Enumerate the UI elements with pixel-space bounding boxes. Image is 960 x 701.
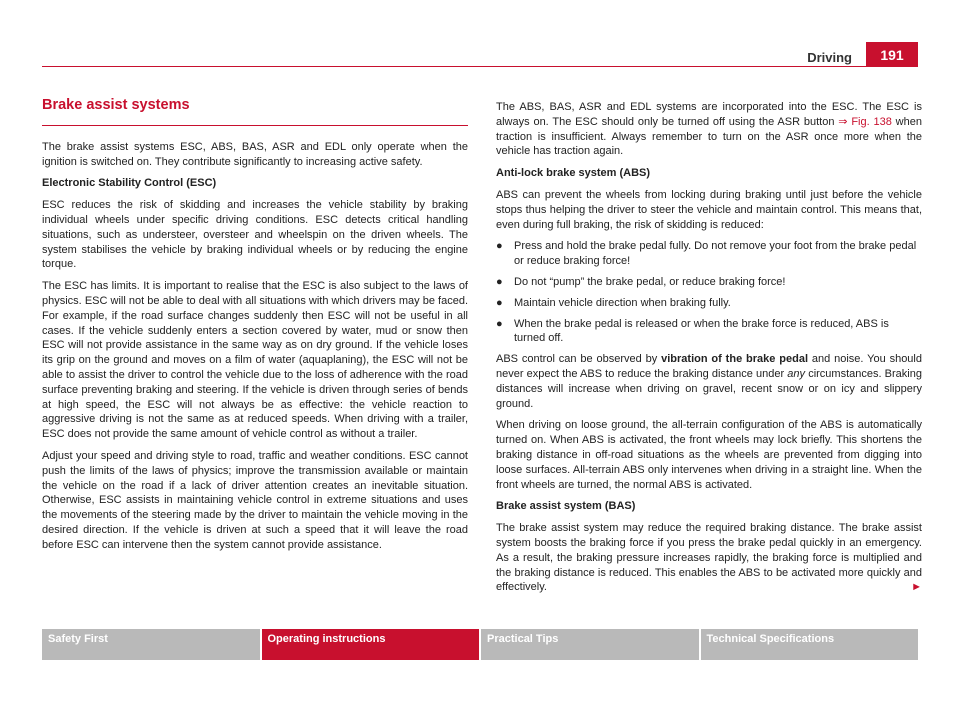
tab-safety-first[interactable]: Safety First bbox=[42, 629, 260, 660]
bullet-text: Do not “pump” the brake pedal, or reduce braking force! bbox=[514, 275, 786, 288]
esc-paragraph-3: Adjust your speed and driving style to road, traffic and weather conditions. ESC cannot push the limits of the laws of physics; improve the transmission available or maintain the vehicle on the road if a lack of driver attention creates an inevitable situation. Otherwise, ESC assists in maintaining vehicle control in extreme situations and uses the movements of the steering made by the driver to maintain the vehicle moving in the desired direction. If the vehicle is driven at such a speed that it will leave the road before ESC can intervene then the system cannot provide assistance. bbox=[42, 449, 468, 551]
abs-italic-text: any bbox=[787, 367, 806, 380]
esc-paragraph-1: ESC reduces the risk of skidding and increases the vehicle stability by braking individual wheels under specific driving conditions. ESC detects critical handling situations, such as understeer, oversteer and wheelspin on the driven wheels. The system stabilises the vehicle by braking individual wheels or by reducing the engine torque. bbox=[42, 199, 468, 271]
bullet-icon: ● bbox=[496, 296, 503, 309]
abs-heading: Anti-lock brake system (ABS) bbox=[496, 167, 651, 180]
abs-bold-text: vibration of the brake pedal bbox=[661, 353, 809, 366]
bas-text: The brake assist system may reduce the required braking distance. The brake assist system boosts the braking force if you press the brake pedal quickly in an emergency. As a result, the braking pressure increases rapidly, the braking force is multiplied and the braking distance is reduced. This enables the ABS to be activated more quickly and effectively. bbox=[496, 522, 922, 594]
abs-paragraph-3: When driving on loose ground, the all-terrain configuration of the ABS is automatically turned on. When ABS is activated, the front wheels may lock briefly. This shortens the braking distance in off-road situations as the wheels are prevented from digging into loose surfaces. All-terrain ABS only intervenes when driving in a straight line. When the front wheels are turned, the normal ABS is activated. bbox=[496, 419, 922, 491]
list-item bbox=[496, 317, 922, 347]
list-item bbox=[496, 239, 922, 269]
abs-paragraph-2 bbox=[496, 352, 922, 411]
footer-nav bbox=[42, 629, 918, 660]
bullet-text: Maintain vehicle direction when braking fully. bbox=[514, 296, 731, 309]
bas-paragraph bbox=[496, 521, 922, 595]
header-rule bbox=[42, 66, 918, 67]
tab-technical-specifications[interactable]: Technical Specifications bbox=[701, 629, 919, 660]
tab-practical-tips[interactable]: Practical Tips bbox=[481, 629, 699, 660]
list-item bbox=[496, 275, 922, 290]
tab-operating-instructions[interactable]: Operating instructions bbox=[262, 629, 480, 660]
systems-paragraph bbox=[496, 100, 922, 159]
right-column bbox=[496, 100, 922, 602]
bullet-icon: ● bbox=[496, 317, 503, 330]
section-title: Brake assist systems bbox=[42, 97, 190, 113]
title-rule bbox=[42, 125, 468, 126]
esc-paragraph-2: The ESC has limits. It is important to realise that the ESC is also subject to the laws of physics. ESC will not be able to deal with all situations with which drivers may be faced. For example, if the road surface changes suddenly then ESC will not be useful in all cases. If the vehicle suddenly enters a section covered by water, mud or snow then ESC will not provide assistance in the same way as on dry ground. If the vehicle loses its grip on the ground and moves on a film of water (aquaplaning), the ESC will not be able to assist the driver to control the vehicle due to the loss of adherence with the road surface preventing braking and steering. If the vehicle is driven through series of bends at high speed, the ESC will not always be as effective: the vehicle reaction to aggressive driving is not the same as at reduced speeds. When driving with a trailer, ESC does not provide the same amount of vehicle control as without a trailer. bbox=[42, 280, 468, 441]
abs-text-c: circumstances. Braking distances will increase when driving on gravel, recent snow or on icy and slippery ground. bbox=[496, 367, 922, 410]
list-item bbox=[496, 296, 922, 311]
figure-link[interactable]: ⇒ Fig. 138 bbox=[838, 115, 892, 128]
bullet-text: Press and hold the brake pedal fully. Do not remove your foot from the brake pedal or reduce braking force! bbox=[514, 240, 917, 268]
abs-paragraph-1: ABS can prevent the wheels from locking during braking until just before the vehicle stops thus helping the driver to steer the vehicle and maintain control. This means that, even during full braking, the risk of skidding is reduced: bbox=[496, 188, 922, 231]
intro-paragraph: The brake assist systems ESC, ABS, BAS, ASR and EDL only operate when the ignition is switched on. They contribute significantly to increasing active safety. bbox=[42, 140, 468, 168]
continue-arrow-icon: ► bbox=[911, 581, 922, 594]
section-label: Driving bbox=[807, 50, 852, 65]
systems-text-b: when traction is insufficient. Always remember to turn on the ASR once more when the vehicle has traction again. bbox=[496, 115, 922, 158]
bas-heading: Brake assist system (BAS) bbox=[496, 500, 636, 513]
abs-text-b: and noise. You should never expect the ABS to reduce the braking distance under bbox=[496, 353, 922, 380]
bullet-icon: ● bbox=[496, 240, 503, 253]
systems-text-a: The ABS, BAS, ASR and EDL systems are incorporated into the ESC. The ESC is always on. The ESC should only be turned off using the ASR button bbox=[496, 101, 922, 128]
bullet-icon: ● bbox=[496, 275, 503, 288]
left-column bbox=[42, 98, 468, 560]
esc-heading: Electronic Stability Control (ESC) bbox=[42, 177, 217, 190]
abs-text-a: ABS control can be observed by bbox=[496, 353, 658, 366]
page-number: 191 bbox=[866, 42, 918, 67]
bullet-text: When the brake pedal is released or when the brake force is reduced, ABS is turned off. bbox=[514, 317, 889, 345]
